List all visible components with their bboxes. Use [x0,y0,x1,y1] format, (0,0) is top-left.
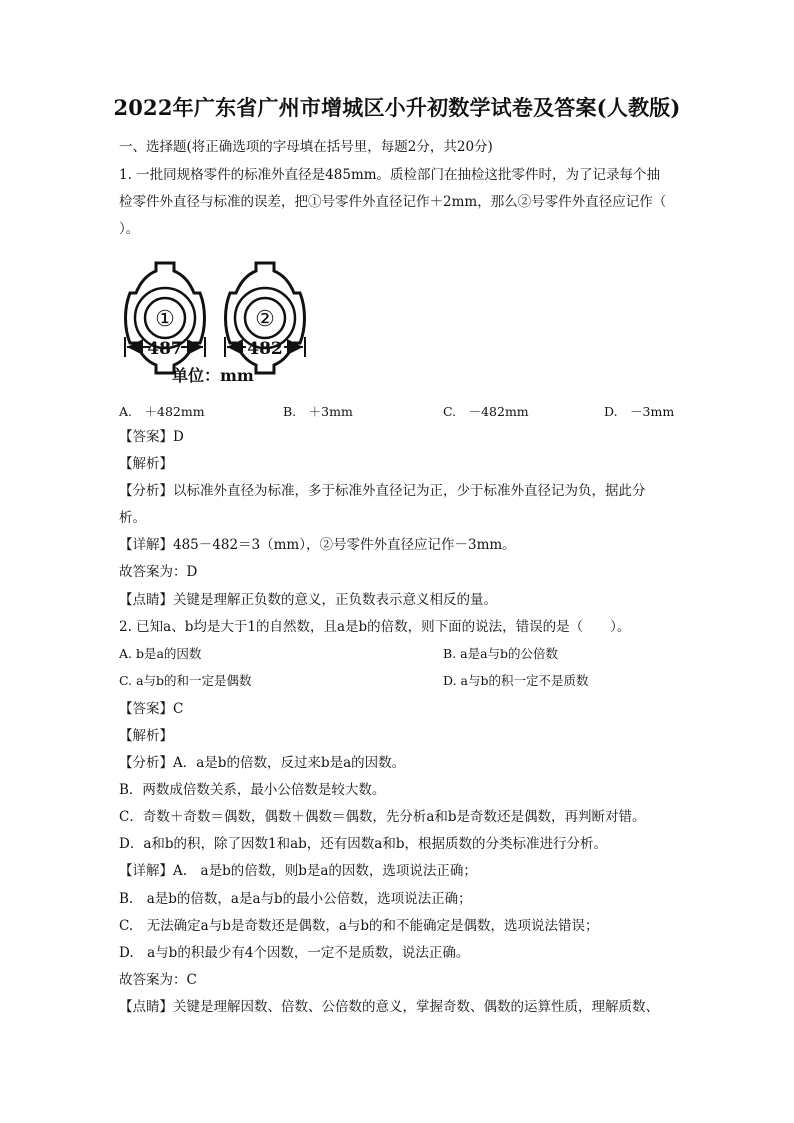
q2-comment: 【点睛】关键是理解因数、倍数、公倍数的意义，掌握奇数、偶数的运算性质，理解质数、 [119,999,659,1015]
q1-analysis-line1: 【分析】以标准外直径为标准，多于标准外直径记为正，少于标准外直径记为负，据此分 [119,483,646,499]
q1-analysis-line2: 析。 [119,510,146,526]
q2-analysis-line3: C．奇数＋奇数＝偶数，偶数＋偶数＝偶数，先分析a和b是奇数还是偶数，再判断对错。 [119,809,646,825]
q2-option-b: B. a是a与b的公倍数 [443,646,559,661]
q2-option-a: A. b是a的因数 [119,646,202,661]
document-title: 2022年广东省广州市增城区小升初数学试卷及答案(人教版) [113,95,681,120]
gear-1-label: ① [155,307,175,332]
q2-analysis-line2: B．两数成倍数关系，最小公倍数是较大数。 [119,782,386,798]
section-heading: 一、选择题(将正确选项的字母填在括号里，每题2分，共20分) [119,139,493,155]
unit-label: 单位：mm [172,366,254,385]
gears-figure [122,253,312,388]
q1-stem-line2: 检零件外直径与标准的误差，把①号零件外直径记作＋2mm，那么②号零件外直径应记作（ [119,194,667,210]
q2-detail-line3: C. 无法确定a与b是奇数还是偶数，a与b的和不能确定是偶数，选项说法错误； [119,918,599,934]
q1-option-c: C. －482mm [443,404,529,419]
q1-final-answer: 故答案为：D [119,564,198,580]
q2-analysis-line1: 【分析】A．a是b的倍数，反过来b是a的因数。 [119,755,406,771]
q2-stem: 2. 已知a、b均是大于1的自然数，且a是b的倍数，则下面的说法，错误的是（ ）。 [119,619,631,635]
q2-analysis-line4: D．a和b的积，除了因数1和ab，还有因数a和b，根据质数的分类标准进行分析。 [119,836,607,852]
dimension-487: 487 [147,339,183,359]
q1-answer: 【答案】D [119,429,184,445]
dimension-482: 482 [247,339,283,359]
q2-option-d: D. a与b的积一定不是质数 [443,673,589,688]
q2-detail-line2: B. a是b的倍数，a是a与b的最小公倍数，选项说法正确； [119,891,472,907]
q1-comment: 【点睛】关键是理解正负数的意义，正负数表示意义相反的量。 [119,592,497,608]
q2-option-c: C. a与b的和一定是偶数 [119,673,252,688]
q2-analysis-heading: 【解析】 [119,728,173,744]
q1-stem-line3: ）。 [119,221,140,237]
q2-detail-line4: D. a与b的积最少有4个因数，一定不是质数，说法正确。 [119,945,470,961]
gear-2-label: ② [255,307,275,332]
q1-option-a: A. ＋482mm [119,404,205,419]
q2-detail-line1: 【详解】A. a是b的倍数，则b是a的因数，选项说法正确； [119,863,477,879]
q1-option-b: B. ＋3mm [283,404,353,419]
q1-analysis-heading: 【解析】 [119,456,173,472]
q2-final-answer: 故答案为：C [119,972,197,988]
q1-option-d: D. －3mm [604,404,675,419]
q2-answer: 【答案】C [119,701,184,717]
q1-stem-line1: 1. 一批同规格零件的标准外直径是485mm。质检部门在抽检这批零件时，为了记录每个抽 [119,167,661,183]
q1-detail: 【详解】485－482＝3（mm），②号零件外直径应记作－3mm。 [119,537,516,553]
